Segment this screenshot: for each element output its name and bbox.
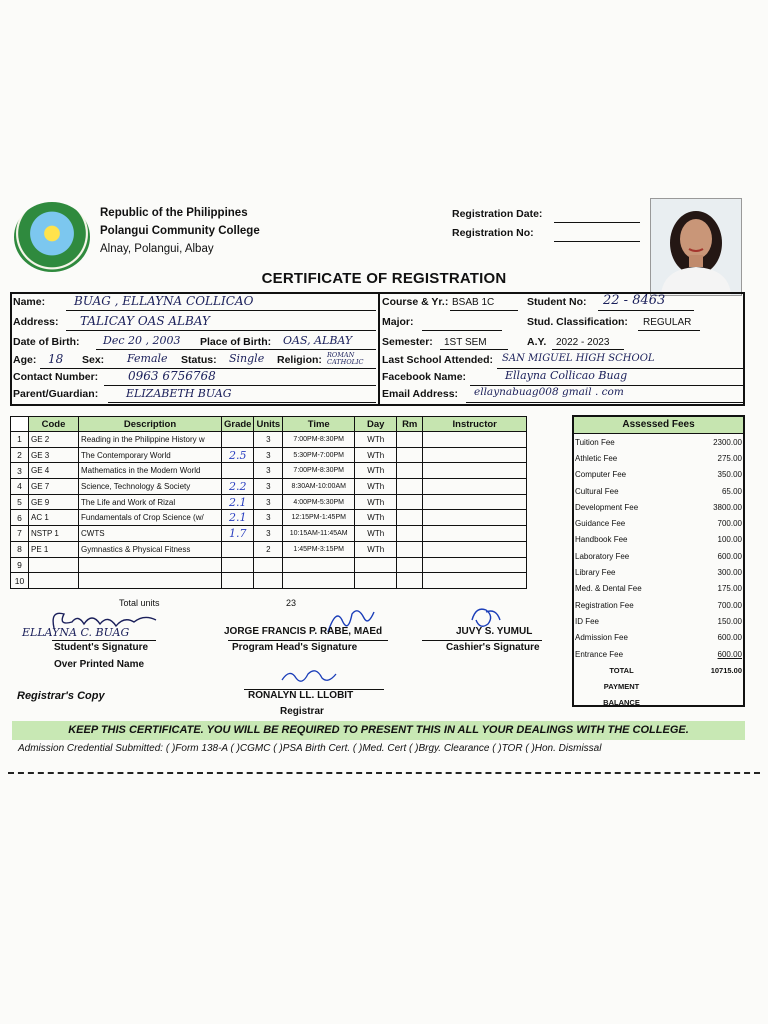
address-label: Address: [13, 316, 59, 328]
subject-grade: 2.5 [222, 447, 254, 463]
total-units-value: 23 [286, 598, 297, 608]
pob-value: OAS, ALBAY [283, 334, 353, 347]
program-head-caption: Program Head's Signature [232, 642, 358, 653]
fee-label: Laboratory Fee [575, 551, 630, 561]
subject-description: Fundamentals of Crop Science (w/ [79, 510, 222, 526]
email-value: ellaynabuag008 gmail . com [474, 386, 624, 398]
fee-amount: 3800.00 [713, 502, 742, 512]
subject-instructor [423, 479, 527, 495]
subject-day: WTh [355, 510, 397, 526]
subject-time: 8:30AM-10:00AM [283, 479, 355, 495]
subject-grade: 2.2 [222, 479, 254, 495]
guardian-value: ELIZABETH BUAG [126, 387, 232, 400]
fee-row [574, 564, 743, 580]
registrar-caption: Registrar [280, 706, 324, 717]
ay-label: A.Y. [527, 336, 547, 348]
row-number: 9 [11, 557, 29, 573]
contact-value: 0963 6756768 [128, 369, 216, 383]
classification-line [638, 330, 700, 331]
subject-description: Science, Technology & Society [79, 479, 222, 495]
fee-row [574, 597, 743, 613]
subject-grade [222, 573, 254, 589]
balance-row [574, 694, 743, 710]
subject-units: 3 [254, 463, 283, 479]
email-label: Email Address: [382, 388, 459, 400]
balance-label: BALANCE [603, 697, 640, 707]
subject-description [79, 573, 222, 589]
subject-row [11, 557, 527, 573]
address-value: TALICAY OAS ALBAY [80, 314, 210, 328]
subject-units: 3 [254, 494, 283, 510]
fee-label: Athletic Fee [575, 453, 618, 463]
fee-label: Cultural Fee [575, 486, 619, 496]
sex-value: Female [127, 352, 168, 365]
subject-room [397, 463, 423, 479]
ay-value: 2022 - 2023 [556, 337, 610, 348]
subject-grade: 2.1 [222, 510, 254, 526]
subject-units: 3 [254, 479, 283, 495]
subjects-header-row [11, 417, 527, 432]
fee-row [574, 532, 743, 548]
subject-time: 4:00PM-5:30PM [283, 494, 355, 510]
subject-room [397, 510, 423, 526]
fee-amount: 700.00 [717, 519, 742, 529]
fee-label: Registration Fee [575, 600, 634, 610]
cashier-line [422, 640, 542, 641]
registrar-name: RONALYN LL. LLOBIT [248, 690, 354, 701]
subject-description [79, 557, 222, 573]
fee-amount: 150.00 [717, 616, 742, 626]
subject-description: Mathematics in the Modern World [79, 463, 222, 479]
time-header: Time [283, 417, 355, 432]
fee-label: Med. & Dental Fee [575, 584, 642, 594]
certificate-title: CERTIFICATE OF REGISTRATION [261, 270, 507, 287]
room-header: Rm [397, 417, 423, 432]
religion-label: Religion: [277, 354, 322, 366]
subject-description: The Contemporary World [79, 447, 222, 463]
code-header: Code [29, 417, 79, 432]
name-value: BUAG , ELLAYNA COLLICAO [74, 294, 254, 308]
fee-row [574, 515, 743, 531]
subject-row [11, 526, 527, 542]
fee-amount: 600.00 [717, 633, 742, 643]
admission-credentials: Admission Credential Submitted: ( )Form 138-A ( )CGMC ( )PSA Birth Cert. ( )Med. Cert ( )Brgy. Clearance ( )TOR ( )Hon. Dismissal [18, 743, 602, 754]
subject-day [355, 557, 397, 573]
row-number: 6 [11, 510, 29, 526]
subject-grade: 1.7 [222, 526, 254, 542]
subject-row [11, 541, 527, 557]
subject-time: 7:00PM-8:30PM [283, 432, 355, 448]
fee-amount: 175.00 [717, 584, 742, 594]
fee-label: Admission Fee [575, 633, 628, 643]
fee-amount: 700.00 [717, 600, 742, 610]
subject-row [11, 447, 527, 463]
subject-room [397, 573, 423, 589]
subject-grade [222, 432, 254, 448]
row-number-header [11, 417, 29, 432]
subject-units: 3 [254, 432, 283, 448]
age-value: 18 [48, 352, 64, 366]
fee-row [574, 434, 743, 450]
semester-value: 1ST SEM [444, 337, 487, 348]
subject-day [355, 573, 397, 589]
subject-code [29, 557, 79, 573]
subject-day: WTh [355, 494, 397, 510]
subject-units: 3 [254, 510, 283, 526]
registrar-signature-scribble [276, 664, 340, 690]
subject-room [397, 494, 423, 510]
row-number: 7 [11, 526, 29, 542]
status-label: Status: [181, 354, 217, 366]
fee-row [574, 613, 743, 629]
total-row [574, 662, 743, 678]
student-no-line [598, 310, 694, 311]
semester-line [440, 349, 508, 350]
course-label: Course & Yr.: [382, 296, 449, 308]
subject-description: Gymnastics & Physical Fitness [79, 541, 222, 557]
subject-day: WTh [355, 526, 397, 542]
subject-grade [222, 557, 254, 573]
email-line [466, 402, 743, 403]
dob-label: Date of Birth: [13, 336, 80, 348]
subject-units [254, 573, 283, 589]
subject-day: WTh [355, 479, 397, 495]
total-value: 10715.00 [710, 665, 742, 675]
subjects-table [10, 416, 527, 589]
address-line [66, 330, 376, 331]
guardian-line [108, 402, 376, 403]
subject-row [11, 510, 527, 526]
subject-grade [222, 541, 254, 557]
subject-room [397, 541, 423, 557]
subject-instructor [423, 432, 527, 448]
cashier-caption: Cashier's Signature [446, 642, 540, 653]
last-school-label: Last School Attended: [382, 354, 494, 366]
row-number: 4 [11, 479, 29, 495]
fee-amount: 100.00 [717, 535, 742, 545]
fee-label: Entrance Fee [575, 649, 624, 659]
subject-room [397, 479, 423, 495]
subject-code: GE 9 [29, 494, 79, 510]
subject-time [283, 557, 355, 573]
assessed-fees-title: Assessed Fees [574, 417, 743, 434]
subject-units: 3 [254, 526, 283, 542]
dob-value: Dec 20 , 2003 [103, 334, 181, 347]
name-line [66, 310, 376, 311]
total-units-label: Total units [119, 598, 160, 608]
sex-label: Sex: [82, 354, 105, 366]
fee-amount: 350.00 [717, 470, 742, 480]
fee-label: ID Fee [575, 616, 600, 626]
fee-row [574, 467, 743, 483]
subject-room [397, 557, 423, 573]
subject-room [397, 432, 423, 448]
subject-grade [222, 463, 254, 479]
religion-value: ROMAN CATHOLIC [327, 351, 364, 366]
subject-row [11, 494, 527, 510]
guardian-label: Parent/Guardian: [13, 388, 99, 400]
classification-value: REGULAR [643, 317, 692, 328]
college-address: Alnay, Polangui, Albay [100, 243, 214, 255]
fee-amount: 275.00 [717, 453, 742, 463]
subject-code: GE 2 [29, 432, 79, 448]
subject-instructor [423, 526, 527, 542]
subject-code: GE 7 [29, 479, 79, 495]
fee-row [574, 646, 743, 662]
subject-units [254, 557, 283, 573]
fee-row [574, 450, 743, 466]
major-line [422, 330, 502, 331]
subject-time: 5:30PM-7:00PM [283, 447, 355, 463]
subject-code: GE 4 [29, 463, 79, 479]
units-header: Units [254, 417, 283, 432]
major-label: Major: [382, 316, 414, 328]
total-label: TOTAL [609, 665, 634, 675]
facebook-value: Ellayna Collicao Buag [505, 369, 628, 382]
subject-instructor [423, 573, 527, 589]
student-printed-name: ELLAYNA C. BUAG [22, 626, 130, 639]
row-number: 1 [11, 432, 29, 448]
course-line [450, 310, 518, 311]
subject-units: 3 [254, 447, 283, 463]
subject-time: 1:45PM-3:15PM [283, 541, 355, 557]
student-no-value: 22 - 8463 [603, 293, 666, 308]
row-number: 5 [11, 494, 29, 510]
status-value: Single [229, 352, 265, 365]
college-seal-logo [14, 202, 90, 272]
registration-no-line [554, 241, 640, 242]
registration-date-line [554, 222, 640, 223]
semester-label: Semester: [382, 336, 433, 348]
subject-instructor [423, 541, 527, 557]
fee-row [574, 483, 743, 499]
subject-time [283, 573, 355, 589]
college-name: Polangui Community College [100, 225, 260, 237]
subject-time: 7:00PM-8:30PM [283, 463, 355, 479]
program-head-name: JORGE FRANCIS P. RABE, MAEd [224, 626, 383, 637]
keep-certificate-banner: KEEP THIS CERTIFICATE. YOU WILL BE REQUIRED TO PRESENT THIS IN ALL YOUR DEALINGS WITH THE COLLEGE. [12, 721, 745, 740]
subject-instructor [423, 557, 527, 573]
student-no-label: Student No: [527, 296, 587, 308]
subject-day: WTh [355, 463, 397, 479]
subject-instructor [423, 447, 527, 463]
row-number: 2 [11, 447, 29, 463]
cut-line [8, 772, 760, 774]
pob-label: Place of Birth: [200, 336, 272, 348]
subject-description: The Life and Work of Rizal [79, 494, 222, 510]
fee-label: Tuition Fee [575, 437, 615, 447]
student-signature-line [52, 640, 156, 641]
grade-header: Grade [222, 417, 254, 432]
fee-amount: 600.00 [717, 551, 742, 561]
info-divider [378, 292, 380, 406]
day-header: Day [355, 417, 397, 432]
row-number: 3 [11, 463, 29, 479]
subject-row [11, 573, 527, 589]
subject-units: 2 [254, 541, 283, 557]
fee-amount: 65.00 [721, 486, 742, 496]
payment-row [574, 678, 743, 694]
last-school-value: SAN MIGUEL HIGH SCHOOL [502, 353, 655, 364]
fee-label: Handbook Fee [575, 535, 628, 545]
fee-amount: 300.00 [717, 568, 742, 578]
subject-grade: 2.1 [222, 494, 254, 510]
subject-time: 10:15AM-11:45AM [283, 526, 355, 542]
assessed-fees-box [572, 415, 745, 707]
ay-line [552, 349, 624, 350]
fee-label: Guidance Fee [575, 519, 626, 529]
subject-description: Reading in the Philippine History w [79, 432, 222, 448]
fee-row [574, 499, 743, 515]
subject-day: WTh [355, 541, 397, 557]
instructor-header: Instructor [423, 417, 527, 432]
course-value: BSAB 1C [452, 297, 495, 308]
subject-day: WTh [355, 447, 397, 463]
subject-row [11, 463, 527, 479]
student-signature-caption: Student's Signature [54, 642, 149, 653]
facebook-label: Facebook Name: [382, 371, 467, 383]
payment-label: PAYMENT [603, 681, 640, 691]
contact-line [104, 385, 376, 386]
fee-row [574, 581, 743, 597]
fee-label: Library Fee [575, 568, 616, 578]
subject-code: PE 1 [29, 541, 79, 557]
fee-row [574, 548, 743, 564]
fee-label: Development Fee [575, 502, 639, 512]
subject-instructor [423, 494, 527, 510]
subject-day: WTh [355, 432, 397, 448]
fee-amount: 2300.00 [713, 437, 742, 447]
registrar-copy-label: Registrar's Copy [17, 690, 105, 702]
subject-code: NSTP 1 [29, 526, 79, 542]
subject-row [11, 479, 527, 495]
contact-label: Contact Number: [13, 371, 99, 383]
subject-time: 12:15PM-1:45PM [283, 510, 355, 526]
row-number: 8 [11, 541, 29, 557]
subject-code: AC 1 [29, 510, 79, 526]
subject-instructor [423, 463, 527, 479]
subject-row [11, 432, 527, 448]
student-signature-caption-2: Over Printed Name [54, 659, 145, 670]
subject-code [29, 573, 79, 589]
fee-amount: 600.00 [717, 649, 742, 659]
republic-text: Republic of the Philippines [100, 207, 248, 219]
program-head-line [228, 640, 388, 641]
classification-label: Stud. Classification: [527, 316, 628, 328]
fee-label: Computer Fee [575, 470, 627, 480]
subject-description: CWTS [79, 526, 222, 542]
subject-code: GE 3 [29, 447, 79, 463]
cashier-name: JUVY S. YUMUL [456, 626, 533, 637]
name-label: Name: [13, 296, 46, 308]
age-label: Age: [13, 354, 37, 366]
registration-date-label: Registration Date: [452, 208, 543, 220]
description-header: Description [79, 417, 222, 432]
dob-line [96, 349, 376, 350]
subject-instructor [423, 510, 527, 526]
fee-row [574, 630, 743, 646]
registration-no-label: Registration No: [452, 227, 534, 239]
subject-room [397, 447, 423, 463]
subject-room [397, 526, 423, 542]
row-number: 10 [11, 573, 29, 589]
